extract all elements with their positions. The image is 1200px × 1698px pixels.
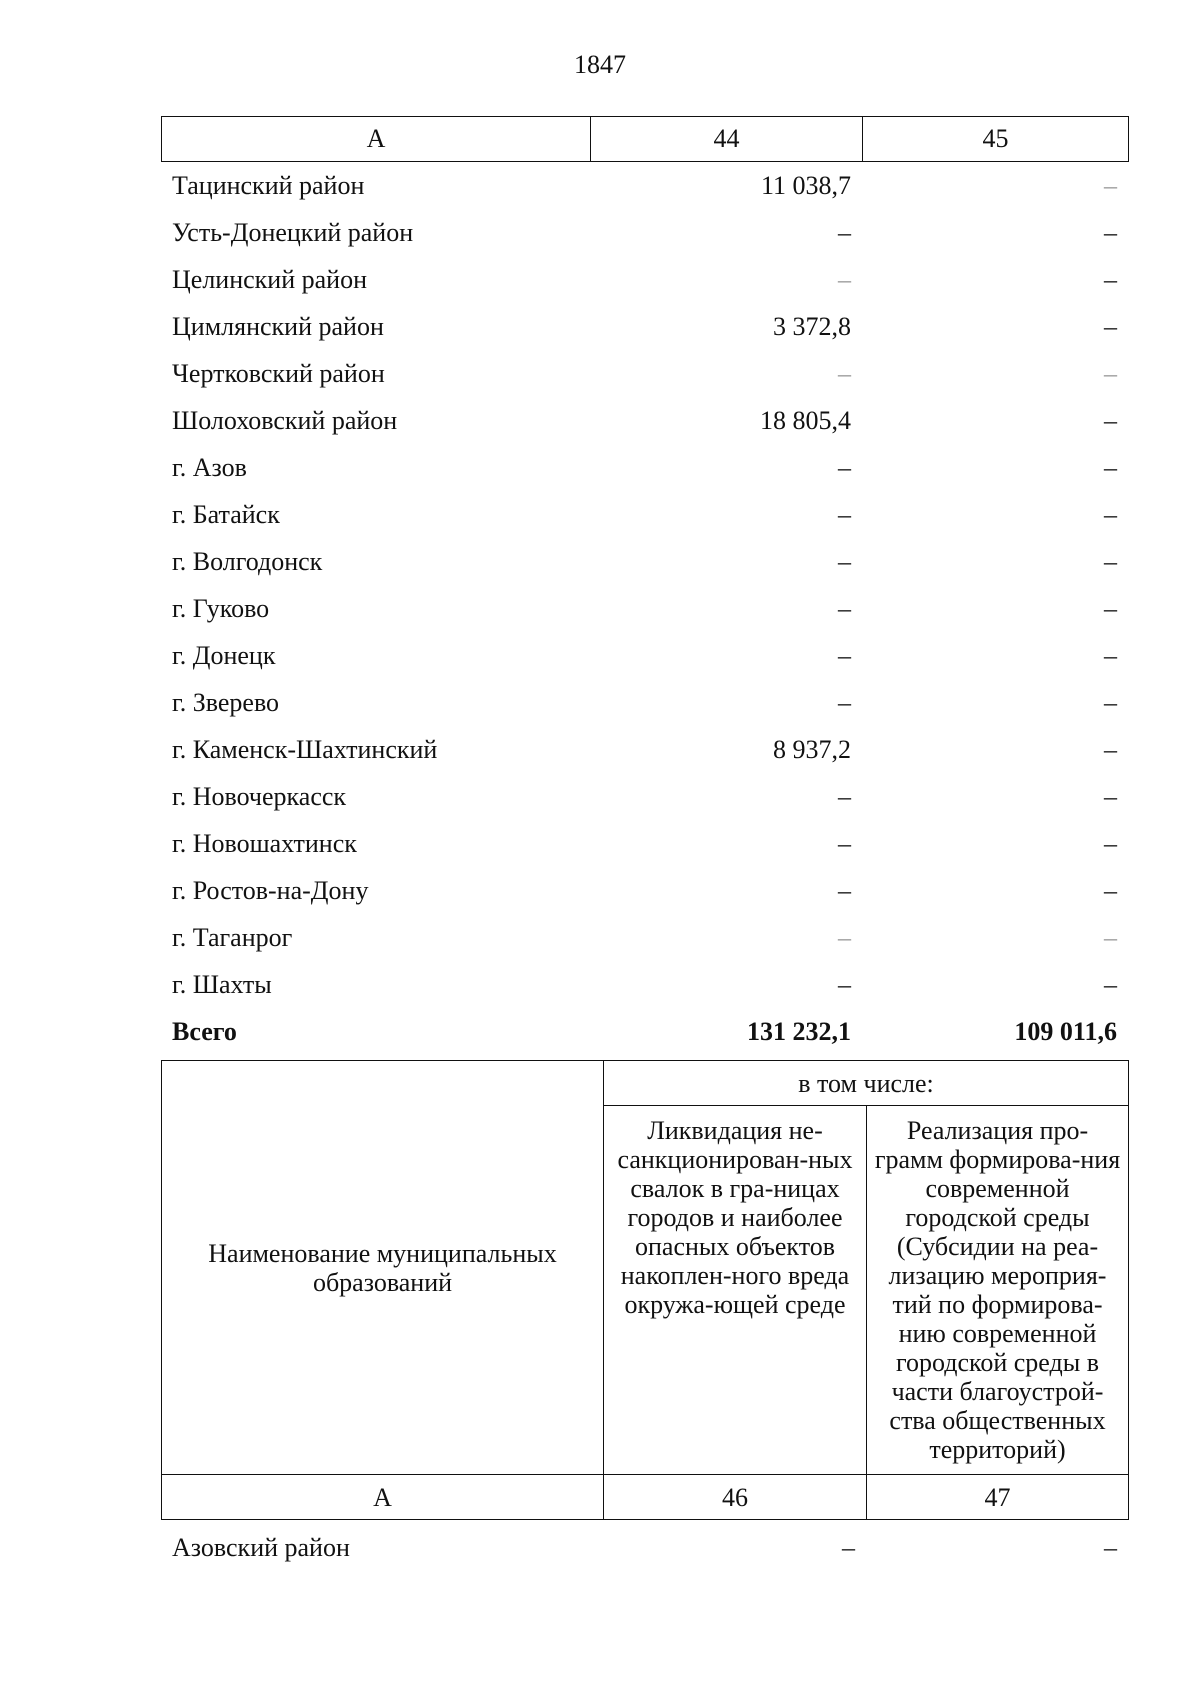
table-row [161, 397, 1128, 444]
table-row [161, 303, 1128, 350]
table-row [161, 961, 1128, 1008]
row-value-45: – [1104, 875, 1117, 905]
bottom-table-body [161, 1524, 1128, 1571]
row-name: г. Таганрог [172, 922, 293, 952]
row-name: г. Азов [172, 452, 247, 482]
row-value-45: – [1104, 922, 1117, 952]
total-label: Всего [172, 1016, 237, 1046]
row-value-46: – [842, 1532, 855, 1562]
row-name: г. Батайск [172, 499, 280, 529]
header-col-a: А [162, 117, 591, 162]
header-group-label: в том числе: [604, 1061, 1129, 1106]
table-row [161, 491, 1128, 538]
row-name: г. Шахты [172, 969, 272, 999]
table-row [161, 1524, 1128, 1571]
row-name: г. Волгодонск [172, 546, 323, 576]
row-value-45: – [1104, 358, 1117, 388]
header-col-46-desc: Ликвидация не-санкционирован-ных свалок в гра-ницах городов и наиболее опасных объектов накоплен-ного вреда окружа-ющей среде [604, 1106, 867, 1475]
row-value-44: 3 372,8 [773, 311, 851, 341]
row-name: Целинский район [172, 264, 367, 294]
row-value-44: – [838, 358, 851, 388]
table-row [161, 632, 1128, 679]
table-row [161, 162, 1128, 209]
row-value-44: – [838, 217, 851, 247]
table-row [161, 773, 1128, 820]
row-value-45: – [1104, 734, 1117, 764]
header-col-45: 45 [863, 117, 1129, 162]
row-value-44: – [838, 640, 851, 670]
header-col-47-desc: Реализация про-грамм формирова-ния современной городской среды (Субсидии на реа-лизацию мероприя-тий по формирова-нию современной городской среды в части благоустрой-ства общественных территорий) [867, 1106, 1129, 1475]
header-col-47: 47 [867, 1475, 1129, 1520]
row-name: Шолоховский район [172, 405, 398, 435]
row-value-45: – [1104, 499, 1117, 529]
row-value-45: – [1104, 217, 1117, 247]
top-table-body [161, 162, 1128, 1055]
row-value-45: – [1104, 452, 1117, 482]
row-name: г. Каменск-Шахтинский [172, 734, 438, 764]
row-name: г. Донецк [172, 640, 276, 670]
row-value-44: – [838, 687, 851, 717]
table-row [161, 209, 1128, 256]
row-value-44: – [838, 499, 851, 529]
row-value-45: – [1104, 640, 1117, 670]
table-row [161, 585, 1128, 632]
row-name: Азовский район [172, 1532, 350, 1562]
row-value-45: – [1104, 264, 1117, 294]
row-value-44: – [838, 452, 851, 482]
row-name: Цимлянский район [172, 311, 384, 341]
table-row [161, 444, 1128, 491]
table-row [161, 538, 1128, 585]
row-value-45: – [1104, 405, 1117, 435]
row-value-45: – [1104, 170, 1117, 200]
row-value-45: – [1104, 687, 1117, 717]
table-row [161, 867, 1128, 914]
row-name: г. Новочеркасск [172, 781, 347, 811]
row-name: Чертковский район [172, 358, 385, 388]
row-value-44: 11 038,7 [760, 170, 851, 200]
table-row [161, 256, 1128, 303]
row-value-44: – [838, 546, 851, 576]
row-value-45: – [1104, 828, 1117, 858]
header-name-col: Наименование муниципальных образований [162, 1061, 604, 1475]
header-col-46: 46 [604, 1475, 867, 1520]
row-name: Усть-Донецкий район [172, 217, 414, 247]
row-value-44: – [838, 875, 851, 905]
bottom-table-header [161, 1060, 1129, 1520]
row-value-45: – [1104, 969, 1117, 999]
table-row [161, 350, 1128, 397]
total-value-44: 131 232,1 [747, 1016, 851, 1046]
table-row [161, 820, 1128, 867]
row-value-45: – [1104, 546, 1117, 576]
row-value-44: – [838, 264, 851, 294]
row-value-44: – [838, 922, 851, 952]
row-name: г. Зверево [172, 687, 280, 717]
row-name: г. Новошахтинск [172, 828, 357, 858]
row-value-45: – [1104, 781, 1117, 811]
row-value-44: 8 937,2 [773, 734, 851, 764]
row-value-44: – [838, 969, 851, 999]
row-name: Тацинский район [172, 170, 365, 200]
header-col-44: 44 [591, 117, 863, 162]
header-col-a: А [162, 1475, 604, 1520]
page-number: 1847 [574, 50, 626, 79]
table-row [161, 726, 1128, 773]
row-value-44: 18 805,4 [760, 405, 851, 435]
row-name: г. Гуково [172, 593, 270, 623]
row-name: г. Ростов-на-Дону [172, 875, 369, 905]
row-value-44: – [838, 781, 851, 811]
total-value-45: 109 011,6 [1014, 1016, 1117, 1046]
row-value-45: – [1104, 593, 1117, 623]
table-row [161, 679, 1128, 726]
top-table-header [161, 116, 1129, 162]
row-value-47: – [1104, 1532, 1117, 1562]
table-row [161, 914, 1128, 961]
row-value-44: – [838, 828, 851, 858]
row-value-45: – [1104, 311, 1117, 341]
row-value-44: – [838, 593, 851, 623]
total-row [161, 1008, 1128, 1055]
